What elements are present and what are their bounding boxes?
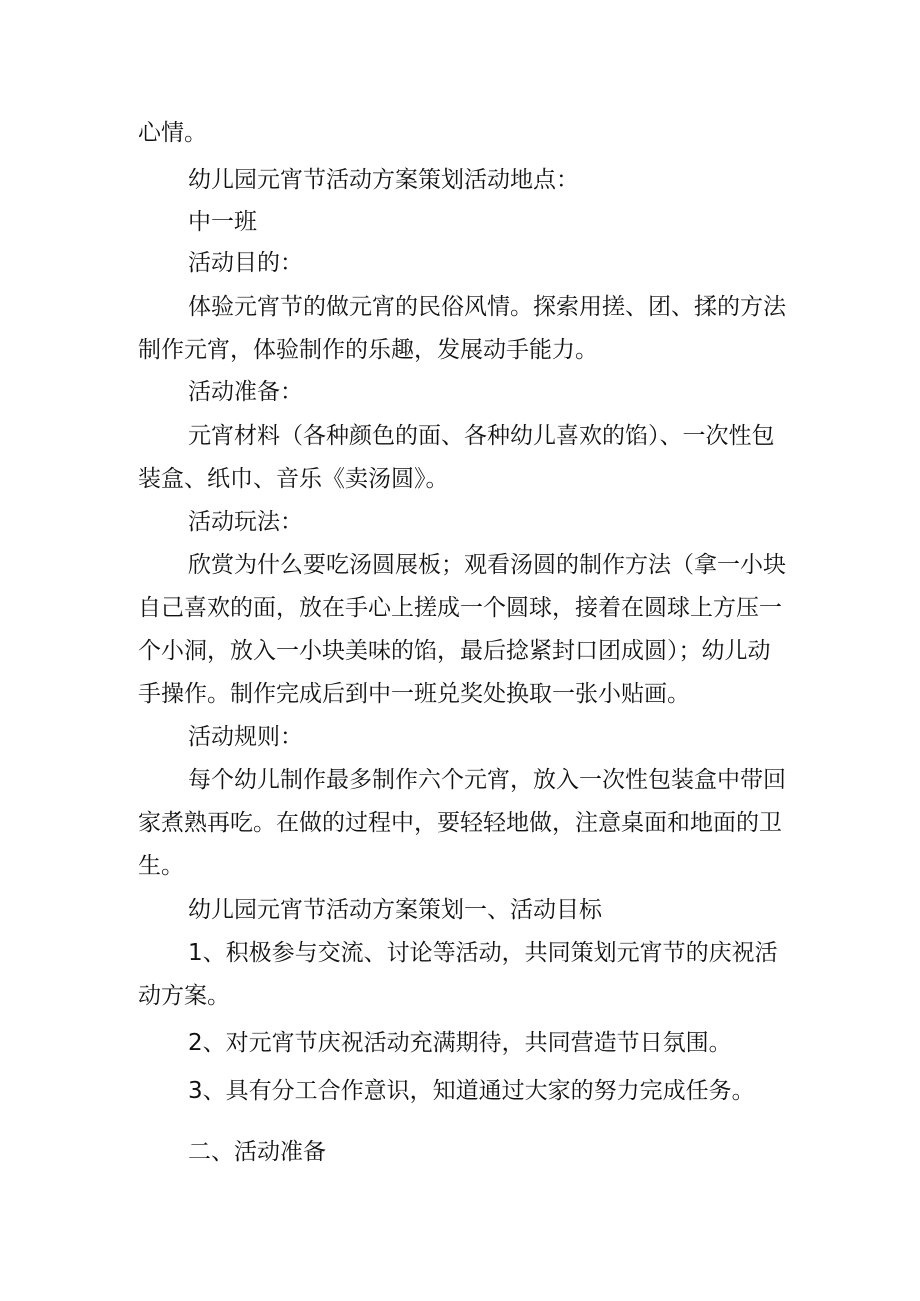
text-line: 自己喜欢的面，放在手心上搓成一个圆球，接着在圆球上方压一 [138, 595, 782, 621]
text-line: 生。 [138, 853, 184, 879]
text-line: 个小洞，放入一小块美味的馅，最后捻紧封口团成圆）；幼儿动 [138, 638, 771, 664]
text-line: 体验元宵节的做元宵的民俗风情。探索用搓、团、揉的方法 [188, 294, 786, 320]
text-line: 元宵材料（各种颜色的面、各种幼儿喜欢的馅）、一次性包 [188, 423, 775, 449]
text-line: 家煮熟再吃。在做的过程中，要轻轻地做，注意桌面和地面的卫 [138, 810, 782, 836]
section-heading: 二、活动准备 [188, 1139, 326, 1165]
text-line: 活动目的： [188, 250, 303, 276]
text-line: 动方案。 [138, 983, 230, 1009]
text-line: 幼儿园元宵节活动方案策划一、活动目标 [188, 897, 602, 923]
text-line: 欣赏为什么要吃汤圆展板；观看汤圆的制作方法（拿一小块 [188, 552, 786, 578]
text-line: 活动玩法： [188, 509, 303, 535]
text-line: 装盒、纸巾、音乐《卖汤圆》。 [138, 466, 449, 492]
text-line: 中一班 [188, 209, 257, 235]
text-line: 活动规则： [188, 724, 303, 750]
text-line: 幼儿园元宵节活动方案策划活动地点： [188, 167, 579, 193]
text-line: 3、具有分工合作意识，知道通过大家的努力完成任务。 [188, 1078, 755, 1104]
text-line: 1、积极参与交流、讨论等活动，共同策划元宵节的庆祝活 [188, 940, 778, 966]
text-line: 手操作。制作完成后到中一班兑奖处换取一张小贴画。 [138, 681, 690, 707]
text-line: 2、对元宵节庆祝活动充满期待，共同营造节日氛围。 [188, 1030, 732, 1056]
text-line: 制作元宵，体验制作的乐趣，发展动手能力。 [138, 337, 598, 363]
text-line: 心情。 [138, 120, 207, 146]
text-line: 活动准备： [188, 379, 303, 405]
text-line: 每个幼儿制作最多制作六个元宵，放入一次性包装盒中带回 [188, 767, 786, 793]
